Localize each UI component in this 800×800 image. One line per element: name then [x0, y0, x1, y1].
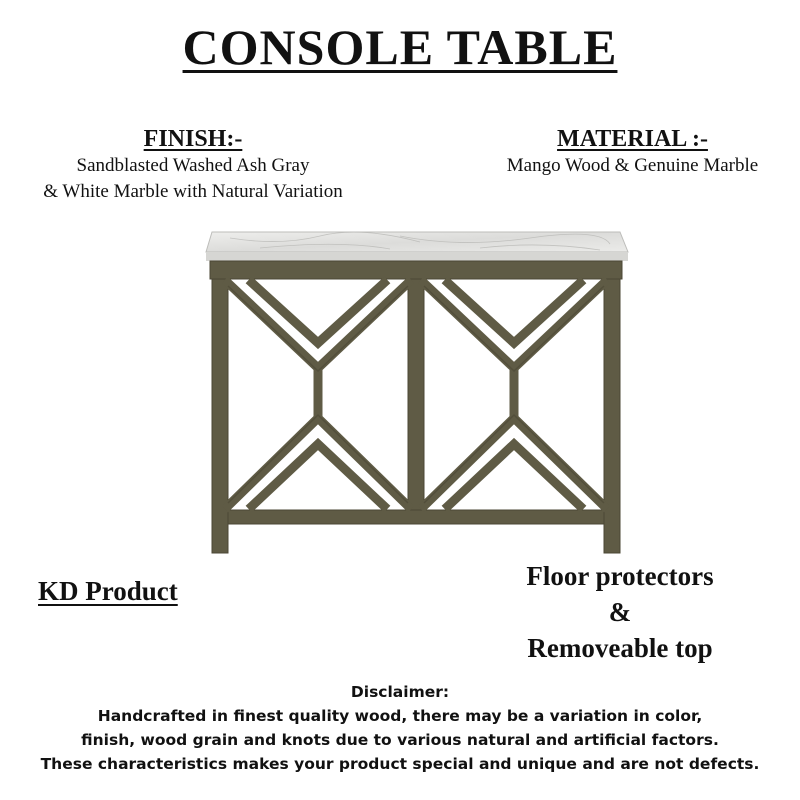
material-spec	[470, 126, 795, 179]
kd-product-label: KD Product	[38, 576, 178, 606]
disclaimer-block	[0, 680, 800, 776]
marble-top	[206, 232, 628, 252]
finish-line-1: Sandblasted Washed Ash Gray	[76, 155, 310, 176]
feature-removeable-top: Removeable top	[527, 633, 713, 663]
disclaimer-line-2: finish, wood grain and knots due to various natural and artificial factors.	[81, 731, 719, 749]
feature-floor-protectors: Floor protectors	[526, 561, 714, 591]
finish-spec	[8, 126, 378, 205]
console-table-image	[200, 228, 632, 558]
disclaimer-heading: Disclaimer:	[350, 683, 450, 701]
material-line-1: Mango Wood & Genuine Marble	[506, 155, 759, 176]
marble-edge	[206, 252, 628, 261]
feature-ampersand: &	[608, 597, 632, 627]
page-title	[0, 18, 800, 76]
title-text: CONSOLE TABLE	[182, 19, 618, 75]
finish-heading: FINISH:-	[143, 126, 243, 152]
material-heading: MATERIAL :-	[557, 126, 708, 152]
disclaimer-line-3: These characteristics makes your product special and unique and are not defects.	[40, 755, 760, 773]
features-block	[500, 558, 740, 666]
finish-line-2: & White Marble with Natural Variation	[43, 181, 343, 202]
disclaimer-line-1: Handcrafted in finest quality wood, there may be a variation in color,	[97, 707, 703, 725]
